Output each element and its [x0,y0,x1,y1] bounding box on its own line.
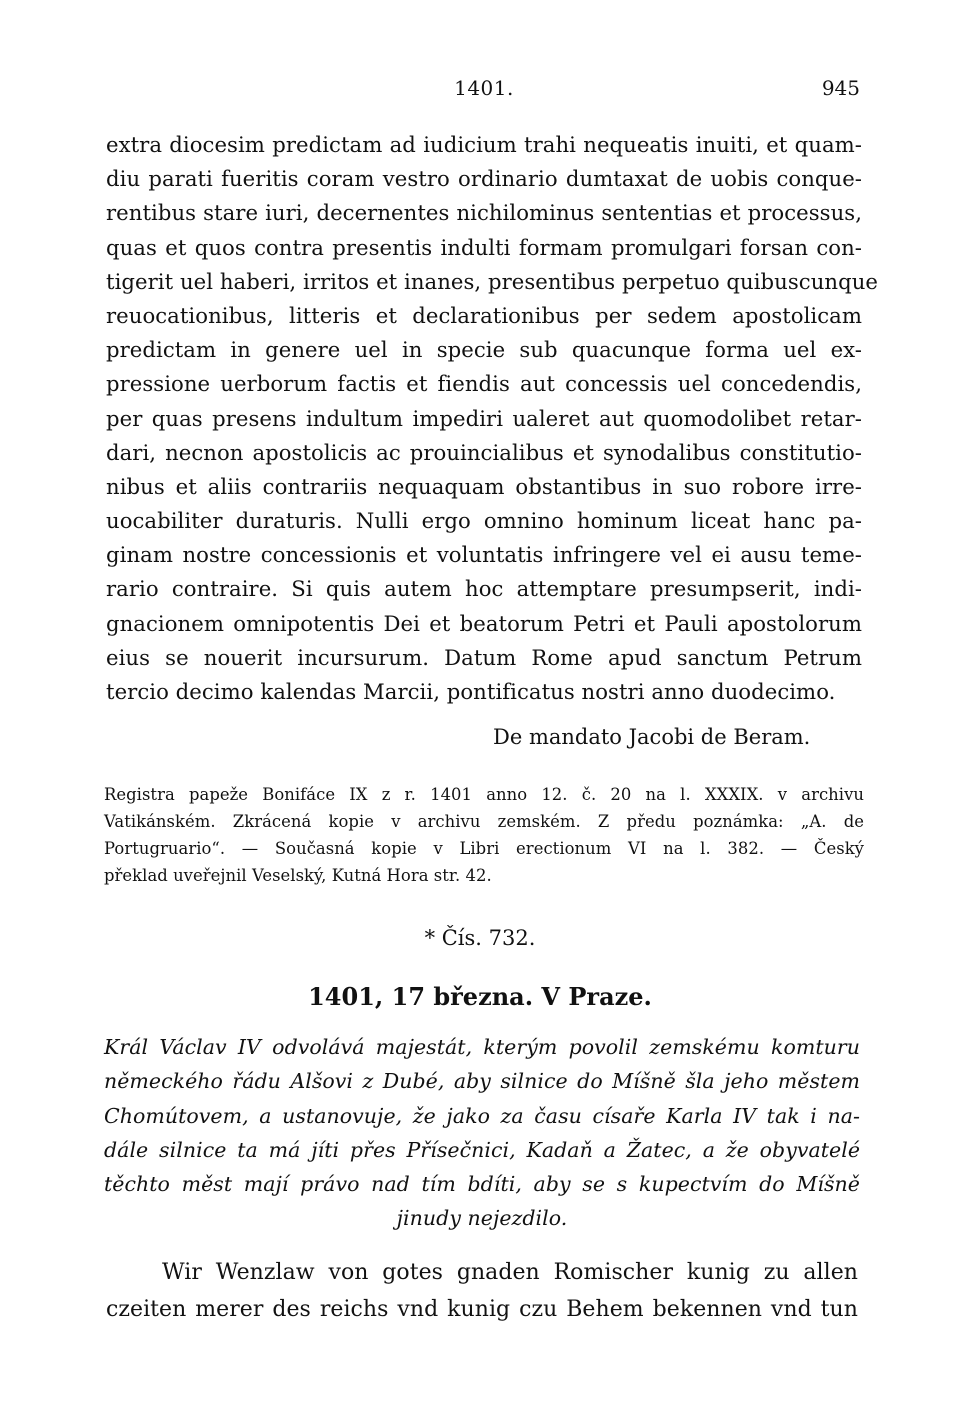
page-header [108,76,860,104]
german-line: Wir Wenzlaw von gotes gnaden Romischer kunig zu allen [162,1260,858,1285]
text-line: uocabiliter duraturis. Nulli ergo omnino hominum liceat hanc pa- [106,508,862,534]
note-line: Registra papeže Bonifáce IX z r. 1401 anno 12. č. 20 na l. XXXIX. v archivu [104,785,864,804]
main-latin-text [106,128,878,709]
text-line: dari, necnon apostolicis ac prouincialibus et synodalibus constitutio- [106,439,862,465]
note-line: Portugruario“. — Současná kopie v Libri erectionum VI na l. 382. — Český [104,839,864,858]
signature-line: De mandato Jacobi de Beram. [493,725,811,749]
summary-line: jinudy nejezdilo. [396,1206,568,1231]
header-year: 1401. [454,76,514,100]
german-line: czeiten merer des reichs vnd kunig czu Behem bekennen vnd tun [106,1297,858,1322]
text-line: predictam in genere uel in specie sub quacunque forma uel ex- [106,337,862,363]
text-line: nibus et aliis contrariis nequaquam obstantibus in suo robore irre- [106,473,862,499]
text-line: reuocationibus, litteris et declarationibus per sedem apostolicam [106,302,862,328]
summary-line: těchto měst mají právo nad tím bdíti, aby se s kupectvím do Míšně [104,1172,860,1197]
page-number: 945 [821,76,860,100]
note-line: překlad uveřejnil Veselský, Kutná Hora str. 42. [104,866,492,885]
summary-line: německého řádu Alšovi z Dubé, aby silnice do Míšně šla jeho městem [104,1069,860,1094]
text-line: per quas presens indultum impediri ualeret aut quomodolibet retar- [106,405,862,431]
source-note [104,781,864,889]
document-date-heading: 1401, 17 března. V Praze. [308,982,652,1011]
text-line: tigerit uel haberi, irritos et inanes, presentibus perpetuo quibuscunque [106,268,878,294]
text-line: extra diocesim predictam ad iudicium trahi nequeatis inuiti, et quam- [106,132,862,157]
text-line: pressione uerborum factis et fiendis aut concessis uel concedendis, [106,371,862,397]
text-line: tercio decimo kalendas Marcii, pontificatus nostri anno duodecimo. [106,679,836,704]
summary-line: Chomútovem, a ustanovuje, že jako za času císaře Karla IV tak i na- [104,1103,860,1128]
summary-line: Král Václav IV odvolává majestát, kterým povolil zemskému komturu [104,1035,860,1059]
german-text [106,1254,858,1328]
note-line: Vatikánském. Zkrácená kopie v archivu zemském. Z předu poznámka: „A. de [104,812,864,831]
summary-line: dále silnice ta má jíti přes Přísečnici, Kadaň a Žatec, a že obyvatelé [104,1137,860,1162]
document-number: * Čís. 732. [424,926,536,950]
text-line: rario contraire. Si quis autem hoc attemptare presumpserit, indi- [106,576,862,602]
text-line: quas et quos contra presentis indulti formam promulgari forsan con- [106,234,862,260]
text-line: gnacionem omnipotentis Dei et beatorum Petri et Pauli apostolorum [106,610,862,636]
text-line: rentibus stare iuri, decernentes nichilominus sententias et processus, [106,200,862,226]
document-summary [104,1030,860,1236]
text-line: eius se nouerit incursurum. Datum Rome apud sanctum Petrum [106,644,862,670]
text-line: ginam nostre concessionis et voluntatis infringere vel ei ausu teme- [106,542,862,568]
text-line: diu parati fueritis coram vestro ordinario dumtaxat de uobis conque- [106,166,862,192]
